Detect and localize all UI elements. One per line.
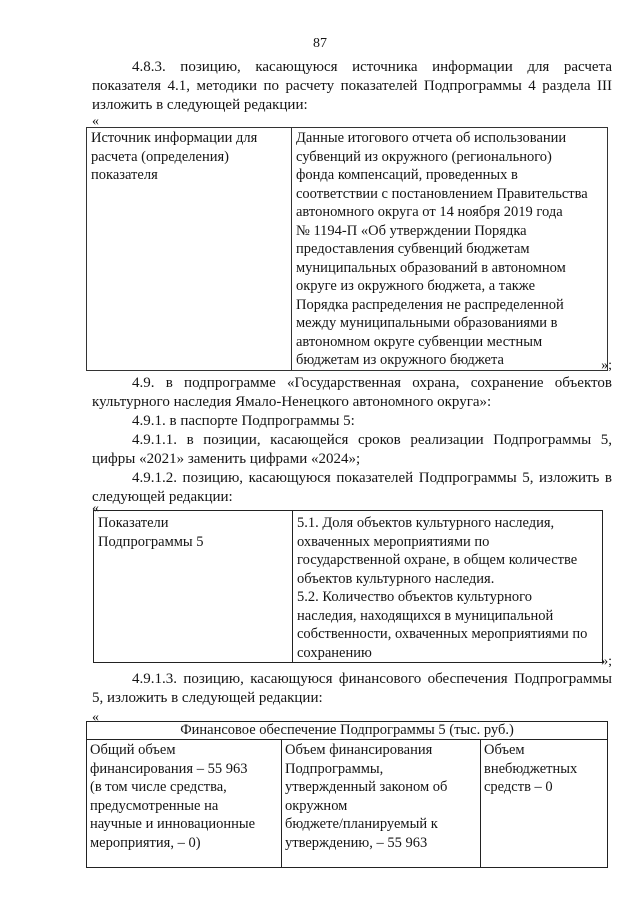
cell-line: средств – 0 <box>484 779 553 795</box>
quote-open: « <box>92 501 99 516</box>
cell-line: Общий объем <box>90 742 176 758</box>
cell-line: собственности, охваченных мероприятиями по <box>297 626 588 642</box>
financing-table <box>86 721 608 868</box>
cell-line: внебюджетных <box>484 760 578 777</box>
cell-line: фонда компенсаций, проведенных в <box>296 167 518 183</box>
paragraph-4-9-1-3: 4.9.1.3. позицию, касающуюся финансового обеспечения Подпрограммы 5, изложить в следующей редакции: <box>92 671 612 706</box>
paragraph-4-9-1-2: 4.9.1.2. позицию, касающуюся показателей Подпрограммы 5, изложить в следующей редакции: <box>92 470 612 505</box>
cell-line: наследия, находящихся в муниципальной <box>297 607 554 624</box>
cell-line: (в том числе средства, <box>90 779 227 795</box>
paragraph-4-9: 4.9. в подпрограмме «Государственная охрана, сохранение объектов культурного наследия Ямало-Ненецкого автономного округа»: <box>92 375 612 410</box>
cell-line: утверждению, – 55 963 <box>285 834 428 851</box>
cell-line: субвенций из окружного (регионального) <box>296 148 552 165</box>
extrabudgetary-cell <box>481 740 608 868</box>
source-label-cell <box>87 128 292 371</box>
cell-line: бюджетам из окружного бюджета <box>296 352 504 368</box>
quote-close: »; <box>601 358 612 373</box>
cell-line: Порядка распределения не распределенной <box>296 296 564 313</box>
indicators-label-cell <box>94 511 293 663</box>
financing-header-cell: Финансовое обеспечение Подпрограммы 5 (тыс. руб.) <box>87 722 608 740</box>
indicators-table <box>93 510 603 663</box>
cell-line: предусмотренные на <box>90 797 219 814</box>
cell-line: Объем <box>484 742 525 758</box>
cell-line: окружном <box>285 797 348 814</box>
paragraph-4-9-1: 4.9.1. в паспорте Подпрограммы 5: <box>132 413 355 429</box>
indicators-value-cell <box>293 511 603 663</box>
cell-line: между муниципальными образованиями в <box>296 315 558 331</box>
cell-line: Показатели <box>98 515 169 531</box>
source-table <box>86 127 608 371</box>
cell-line: утвержденный законом об <box>285 779 448 795</box>
cell-line: бюджете/планируемый к <box>285 816 438 832</box>
cell-line: охваченных мероприятиями по <box>297 533 490 550</box>
paragraph-4-9-1-1: 4.9.1.1. в позиции, касающейся сроков реализации Подпрограммы 5, цифры «2021» заменить цифрами «2024»; <box>92 432 612 467</box>
cell-line: Источник информации для <box>91 130 258 146</box>
cell-line: научные и инновационные <box>90 816 256 832</box>
cell-line: объектов культурного наследия. <box>297 570 495 587</box>
total-financing-cell <box>87 740 282 868</box>
cell-line: Подпрограммы 5 <box>98 533 204 550</box>
cell-line: предоставления субвенций бюджетам <box>296 241 530 257</box>
cell-line: округе из окружного бюджета, а также <box>296 278 536 294</box>
cell-line: государственной охране, в общем количестве <box>297 552 578 568</box>
cell-line: Данные итогового отчета об использовании <box>296 130 567 146</box>
quote-close: »; <box>601 654 612 669</box>
cell-line: 5.2. Количество объектов культурного <box>297 589 533 605</box>
paragraph-4-8-3: 4.8.3. позицию, касающуюся источника информации для расчета показателя 4.1, методики по расчету показателей Подпрограммы 4 раздела III изложить в следующей редакции: <box>92 59 612 113</box>
cell-line: 5.1. Доля объектов культурного наследия, <box>297 515 555 531</box>
cell-line: сохранению <box>297 644 372 661</box>
cell-line: Подпрограммы, <box>285 760 384 777</box>
cell-line: Объем финансирования <box>285 742 433 758</box>
cell-line: автономного округа от 14 ноября 2019 года <box>296 204 563 220</box>
cell-line: автономном округе субвенции местным <box>296 333 543 350</box>
source-value-cell <box>292 128 608 371</box>
cell-line: расчета (определения) <box>91 148 229 165</box>
cell-line: показателя <box>91 167 158 183</box>
quote-open: « <box>92 710 99 725</box>
quote-open: « <box>92 114 99 129</box>
cell-line: соответствии с постановлением Правительства <box>296 185 588 202</box>
cell-line: № 1194-П «Об утверждении Порядка <box>296 222 527 239</box>
page-number: 87 <box>313 36 327 51</box>
cell-line: муниципальных образований в автономном <box>296 259 566 276</box>
budget-financing-cell <box>282 740 481 868</box>
cell-line: мероприятия, – 0) <box>90 834 201 851</box>
cell-line: финансирования – 55 963 <box>90 760 248 777</box>
